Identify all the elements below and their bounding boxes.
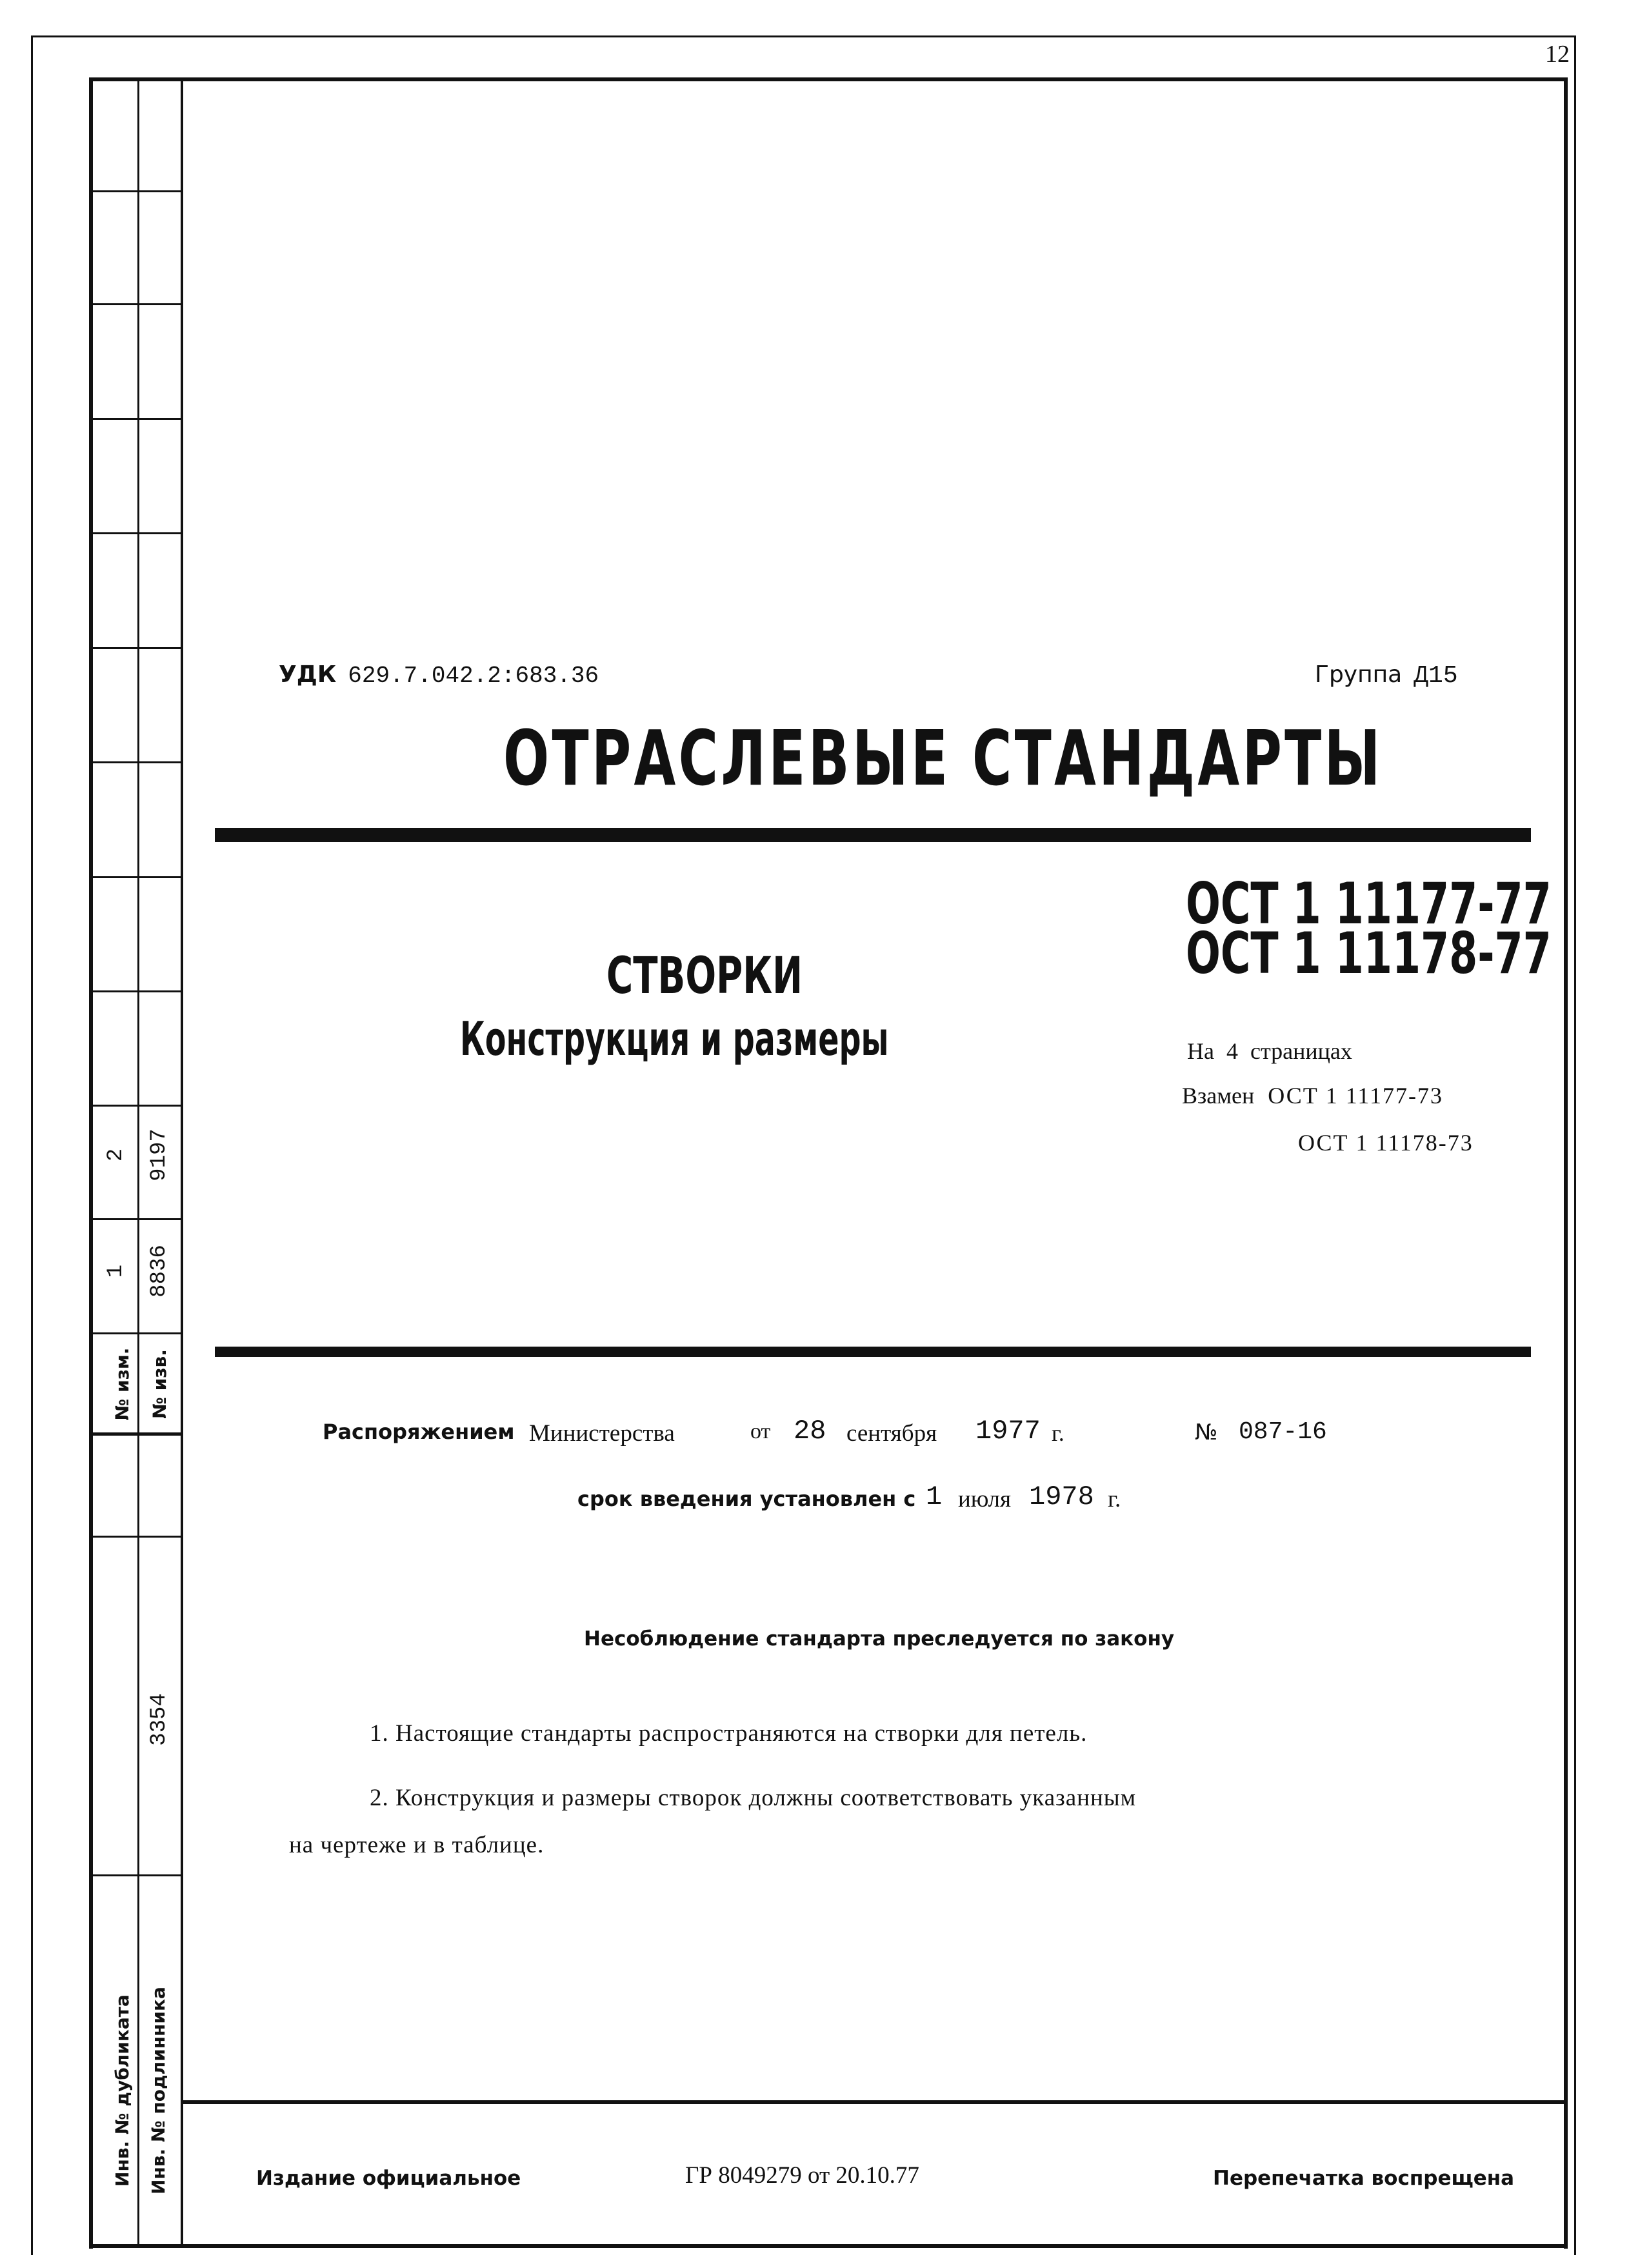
side-row-line — [89, 1218, 183, 1220]
footer-rule — [183, 2100, 1568, 2104]
inner-frame-right — [1564, 77, 1568, 2249]
inner-frame-bottom — [89, 2244, 1568, 2248]
side-row-line — [89, 647, 183, 649]
side-row-line — [89, 1105, 183, 1107]
duplicate-inventory-label: Инв. № дубликата — [112, 1994, 133, 2187]
order-number: 087-16 — [1239, 1418, 1327, 1446]
side-row-line — [89, 303, 183, 305]
replaces-label: Взамен — [1182, 1083, 1255, 1109]
side-row-line — [89, 990, 183, 992]
side-row-line — [89, 532, 183, 534]
order-year: 1977 — [975, 1416, 1041, 1447]
side-row-line — [89, 1536, 183, 1538]
side-row-line — [89, 1874, 183, 1876]
replaces-line-2 — [1298, 1129, 1474, 1156]
order-date-prefix: от — [750, 1420, 771, 1443]
effective-month: июля — [958, 1486, 1012, 1512]
body-rule — [215, 1347, 1531, 1357]
effective-line — [577, 1481, 1223, 1523]
group-value: Д15 — [1414, 662, 1458, 690]
group-line — [1315, 661, 1458, 694]
outer-frame-left — [31, 35, 33, 2255]
order-year-suffix: г. — [1052, 1420, 1064, 1446]
paragraph-2: 2. Конструкция и размеры створок должны соответствовать указанным — [370, 1785, 1137, 1811]
footer-registration: ГР 8049279 от 20.10.77 — [685, 2162, 919, 2189]
product-title: СТВОРКИ — [606, 947, 803, 1005]
change-number-label: № изм. — [112, 1347, 133, 1421]
footer-reprint: Перепечатка воспрещена — [1213, 2167, 1515, 2190]
paragraph-2-continuation: на чертеже и в таблице. — [289, 1832, 545, 1858]
side-column-divider — [137, 77, 139, 2245]
original-inventory-number: 3354 — [147, 1693, 172, 1746]
law-notice: Несоблюдение стандарта преследуется по закону — [584, 1627, 1175, 1651]
standard-code-2: ОСТ 1 11178-77 — [1186, 920, 1552, 987]
group-label: Группа — [1315, 661, 1403, 688]
inner-frame-top — [89, 77, 1568, 81]
side-row-line — [89, 1332, 183, 1334]
effective-day: 1 — [926, 1481, 943, 1512]
replaces-line-1 — [1182, 1082, 1443, 1109]
udk-label: УДК — [279, 661, 337, 688]
change-number-2: 2 — [104, 1148, 128, 1162]
outer-frame-top — [31, 35, 1576, 37]
notice-number-label: № изв. — [149, 1349, 170, 1419]
product-subtitle: Конструкция и размеры — [460, 1012, 889, 1066]
pages-unit: страницах — [1250, 1038, 1352, 1064]
order-label: Распоряжением — [323, 1420, 515, 1444]
order-line — [323, 1416, 1484, 1458]
inner-frame-left — [89, 77, 93, 2249]
standard-code-1: ОСТ 1 11177-77 — [1186, 870, 1552, 937]
side-column-right — [181, 77, 183, 2245]
original-inventory-label: Инв. № подлинника — [148, 1987, 169, 2194]
order-number-label: № — [1195, 1420, 1218, 1445]
pages-info — [1187, 1038, 1352, 1065]
side-row-line — [89, 418, 183, 420]
replaces-code-1: ОСТ 1 11177-73 — [1268, 1083, 1444, 1109]
pages-label: На — [1187, 1038, 1214, 1064]
udk-value: 629.7.042.2:683.36 — [348, 663, 599, 689]
order-day: 28 — [794, 1416, 826, 1447]
page-number: 12 — [1545, 41, 1570, 68]
effective-year: 1978 — [1029, 1481, 1094, 1512]
side-row-line — [89, 876, 183, 878]
header-rule — [215, 828, 1531, 842]
header-title: ОТРАСЛЕВЫЕ СТАНДАРТЫ — [503, 714, 1383, 803]
outer-frame-right — [1574, 35, 1576, 2255]
effective-suffix: г. — [1108, 1486, 1121, 1512]
side-row-line-thick — [89, 1432, 183, 1436]
side-row-line — [89, 190, 183, 192]
paragraph-1: 1. Настоящие стандарты распространяются на створки для петель. — [370, 1720, 1088, 1747]
order-month: сентября — [846, 1420, 937, 1447]
notice-number-9197: 9197 — [147, 1129, 172, 1181]
order-authority: Министерства — [529, 1420, 675, 1447]
replaces-code-2: ОСТ 1 11178-73 — [1298, 1130, 1474, 1156]
pages-count: 4 — [1226, 1038, 1238, 1064]
side-row-line — [89, 761, 183, 763]
effective-text: срок введения установлен с — [577, 1487, 916, 1511]
udk-line — [279, 661, 599, 694]
notice-number-8836: 8836 — [147, 1245, 172, 1298]
change-number-1: 1 — [104, 1264, 128, 1278]
footer-edition: Издание официальное — [256, 2167, 521, 2190]
